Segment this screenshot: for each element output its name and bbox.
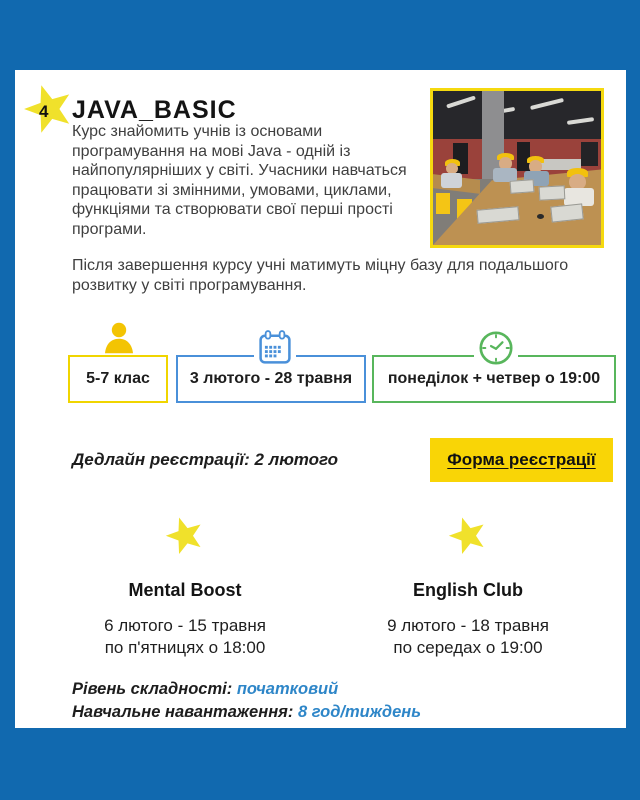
program-dates: 9 лютого - 18 травня — [387, 616, 549, 635]
photo-ceiling — [433, 91, 601, 139]
star-icon — [448, 514, 488, 556]
dates-label: 3 лютого - 28 травня — [189, 370, 353, 387]
laptop — [550, 203, 584, 222]
laptop — [538, 186, 564, 202]
person-icon — [96, 321, 142, 355]
program-schedule: по середах о 19:00 — [393, 638, 543, 657]
classroom-photo — [430, 88, 604, 248]
program-dates: 6 лютого - 15 травня — [104, 616, 266, 635]
photo-chalkboard — [581, 142, 598, 167]
grade-label: 5-7 клас — [86, 370, 150, 387]
schedule-label: понеділок + четвер о 19:00 — [387, 370, 601, 387]
program-mental-boost — [60, 510, 310, 659]
program-english-club — [343, 510, 593, 659]
course-card — [15, 70, 626, 728]
calendar-icon — [254, 330, 296, 366]
program-name: English Club — [413, 580, 523, 600]
workload-line — [72, 701, 421, 724]
course-number-badge — [23, 80, 75, 136]
difficulty-line — [72, 678, 421, 701]
course-meta — [72, 678, 421, 724]
workload-label: Навчальне навантаження: — [72, 703, 294, 721]
difficulty-label: Рівень складності: — [72, 680, 233, 698]
clock-icon — [474, 329, 518, 367]
course-description: Курс знайомить учнів із основами програмування на мові Java - одній із найпопулярніших у світі. Учасники навчаться працювати зі змінними, умовами, циклами, функціями та створювати свої перші прості програми. — [72, 123, 407, 238]
registration-deadline: Дедлайн реєстрації: 2 лютого — [72, 450, 339, 469]
course-title: JAVA_BASIC — [72, 96, 237, 124]
star-icon — [23, 80, 75, 136]
workload-value: 8 год/тиждень — [297, 703, 422, 721]
registration-form-button-label: Форма реєстрації — [447, 450, 596, 469]
grade-info-box — [68, 355, 168, 403]
yellow-chair — [436, 193, 449, 215]
student-body — [441, 173, 461, 188]
registration-form-button[interactable] — [430, 438, 613, 482]
laptop — [510, 179, 535, 193]
program-schedule: по п'ятницях о 18:00 — [104, 638, 266, 657]
star-icon — [165, 514, 205, 556]
difficulty-value: початковий — [236, 680, 339, 698]
course-outcome: Після завершення курсу учні матимуть міцну базу для подальшого розвитку у світі програмування. — [72, 257, 569, 294]
program-name: Mental Boost — [128, 580, 242, 600]
course-number: 4 — [39, 102, 49, 121]
